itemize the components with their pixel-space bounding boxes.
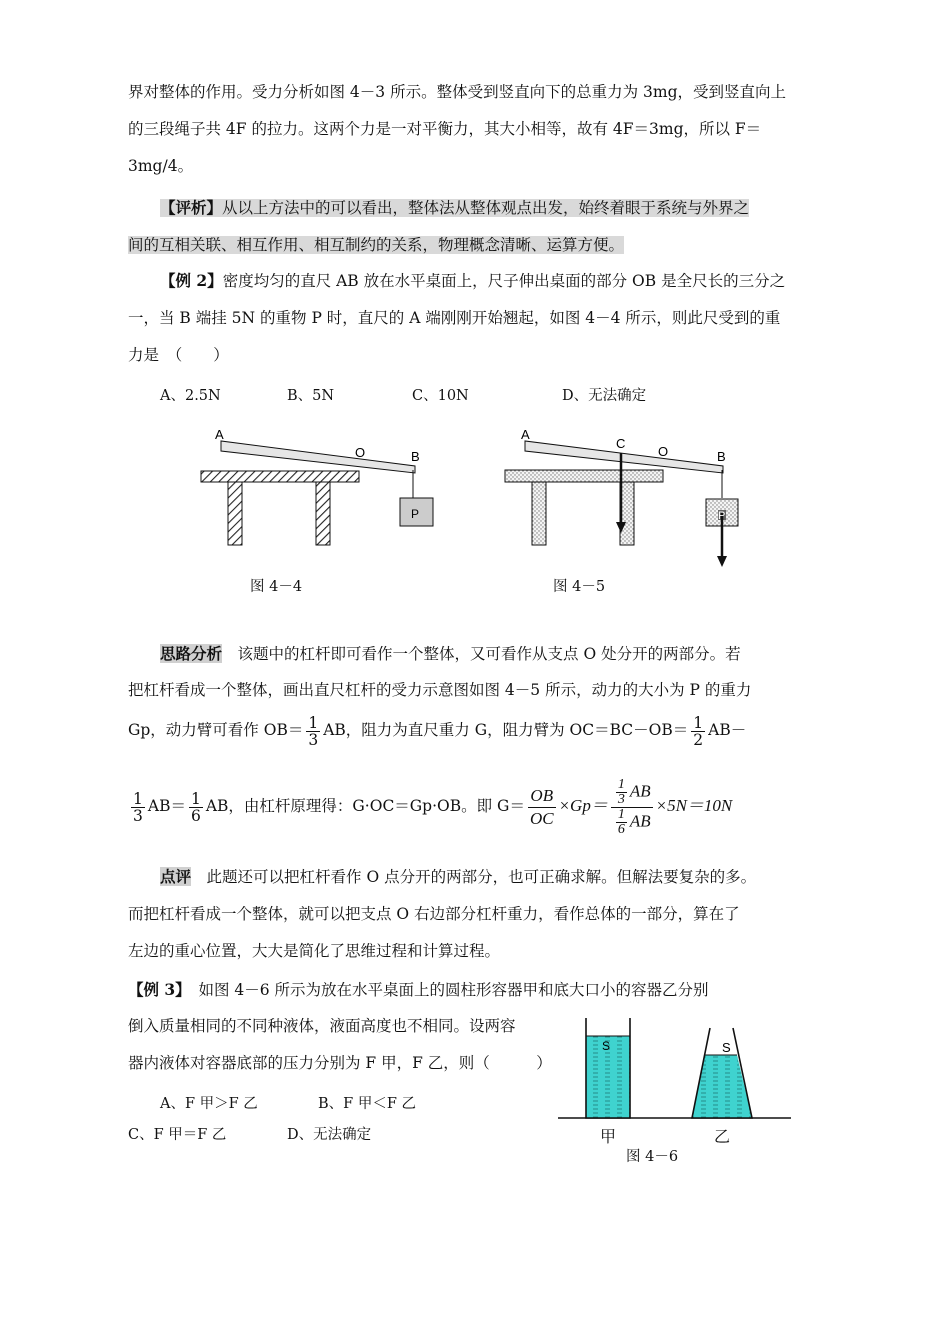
analysis-line-3-part-1: Gp，动力臂可看作 OB＝ [128,721,304,739]
fraction-one-third: $\frac{1}{3}$ [133,789,143,825]
label-yi: 乙 [714,1127,731,1146]
fraction-one-third: $\frac{1}{3}$ [308,713,319,749]
analysis-line-4 [128,766,808,846]
figure-4-6 [555,1015,795,1140]
label-b: B [411,449,420,464]
fraction-nested: $\frac{1}{3}$ AB $\frac{1}{6}$ AB [611,778,653,837]
formula-times-gp: ×Gp＝ [558,796,608,815]
comment-2-line-2: 而把杠杆看成一个整体，就可以把支点 O 右边部分杠杆重力，看作总体的一部分，算在了 [128,905,740,923]
caption-4-5: 图 4－5 [553,579,606,595]
paragraph-intro: 界对整体的作用。受力分析如图 4－3 所示。整体受到竖直向下的总重力为 3mg，受到竖直向上的三段绳子共 4F 的拉力。这两个力是一对平衡力，其大小相等，故有 4F＝3mg，所以 F＝3mg/4。 [128,83,786,175]
label-p: P [411,507,420,521]
analysis-block [128,636,792,708]
label-b: B [717,449,726,464]
comment-block [128,189,792,264]
label-s-jia: S [602,1039,611,1053]
comment-tag: 【评析】 [160,198,223,217]
analysis-line-3-part-3: AB－ [708,721,747,739]
table-leg-right [316,482,330,545]
container-yi-liquid [692,1055,752,1118]
option-d: D、无法确定 [562,388,647,404]
fraction-one-half: $\frac{1}{2}$ [693,713,704,749]
analysis-line-1: 该题中的杠杆即可看作一个整体，又可看作从支点 O 处分开的两部分。若 [237,645,741,663]
example-3-line-3: 器内液体对容器底部的压力分别为 F 甲，F 乙，则（ ） [128,1054,552,1072]
option-c: C、F 甲＝F 乙 [128,1127,227,1143]
analysis-line-4-part-2: AB，由杠杆原理得：G·OC＝Gp·OB。即 G＝ [205,797,525,815]
caption-4-6: 图 4－6 [626,1149,679,1165]
example-3-line-2: 倒入质量相同的不同种液体，液面高度也不相同。设两容 [128,1017,516,1035]
example-2-tag: 【例 2】 [160,271,223,290]
analysis-line-4-part-1: AB＝ [147,797,186,815]
comment-2-tag: 点评 [160,867,192,886]
figure-4-5 [500,420,760,575]
label-o: O [355,445,366,460]
example-2-question [128,262,792,374]
label-jia: 甲 [600,1127,617,1146]
table-leg-left [532,482,546,545]
label-s-yi: S [722,1040,731,1055]
analysis-tag: 思路分析 [160,644,223,663]
option-b: B、F 甲＜F 乙 [318,1096,416,1112]
label-a: A [215,427,224,442]
weight-arrow-head [717,556,727,567]
label-a: A [521,427,530,442]
table-leg-left [228,482,242,545]
option-c: C、10N [412,388,469,404]
option-a: A、2.5N [160,388,221,404]
comment-2-line-3: 左边的重心位置，大大是简化了思维过程和计算过程。 [128,942,501,960]
table-top [505,470,663,482]
analysis-line-2: 把杠杆看成一个整体，画出直尺杠杆的受力示意图如图 4－5 所示，动力的大小为 P 的重力 [128,681,752,699]
example-3-line-1 [128,971,792,1009]
option-d: D、无法确定 [287,1127,372,1143]
formula-tail: ×5N＝10N [655,796,733,815]
table-top [201,471,359,482]
analysis-line-3 [128,708,792,752]
comment-line-2: 间的互相关联、相互作用、相互制约的关系，物理概念清晰、运算方便。 [128,236,625,254]
ruler-ab [221,441,415,473]
comment-line-1: 从以上方法中的可以看出，整体法从整体观点出发，始终着眼于系统与外界之 [222,199,750,217]
example-2-text: 密度均匀的直尺 AB 放在水平桌面上，尺子伸出桌面的部分 OB 是全尺长的三分之一，当 B 端挂 5N 的重物 P 时，直尺的 A 端刚刚开始翘起，如图 4－4 所示，则此尺受到的重力是 （ ） [128,272,786,364]
label-p: P [718,510,726,522]
example-3-text-1: 如图 4－6 所示为放在水平桌面上的圆柱形容器甲和底大口小的容器乙分别 [198,981,709,999]
label-o: O [658,444,669,459]
fraction-ob-oc: $\frac{OB}{OC}$ [529,785,554,828]
option-b: B、5N [287,388,335,404]
option-a: A、F 甲＞F 乙 [160,1096,258,1112]
analysis-line-3-part-2: AB，阻力为直尺重力 G，阻力臂为 OC＝BC－OB＝ [323,721,689,739]
comment-2-block [128,858,792,970]
comment-2-line-1: 此题还可以把杠杆看作 O 点分开的两部分，也可正确求解。但解法要复杂的多。 [206,868,757,886]
label-c: C [616,436,626,451]
example-3-tag: 【例 3】 [128,980,183,999]
figure-4-4 [195,420,455,560]
caption-4-4: 图 4－4 [250,579,303,595]
fraction-one-sixth: $\frac{1}{6}$ [190,789,201,825]
